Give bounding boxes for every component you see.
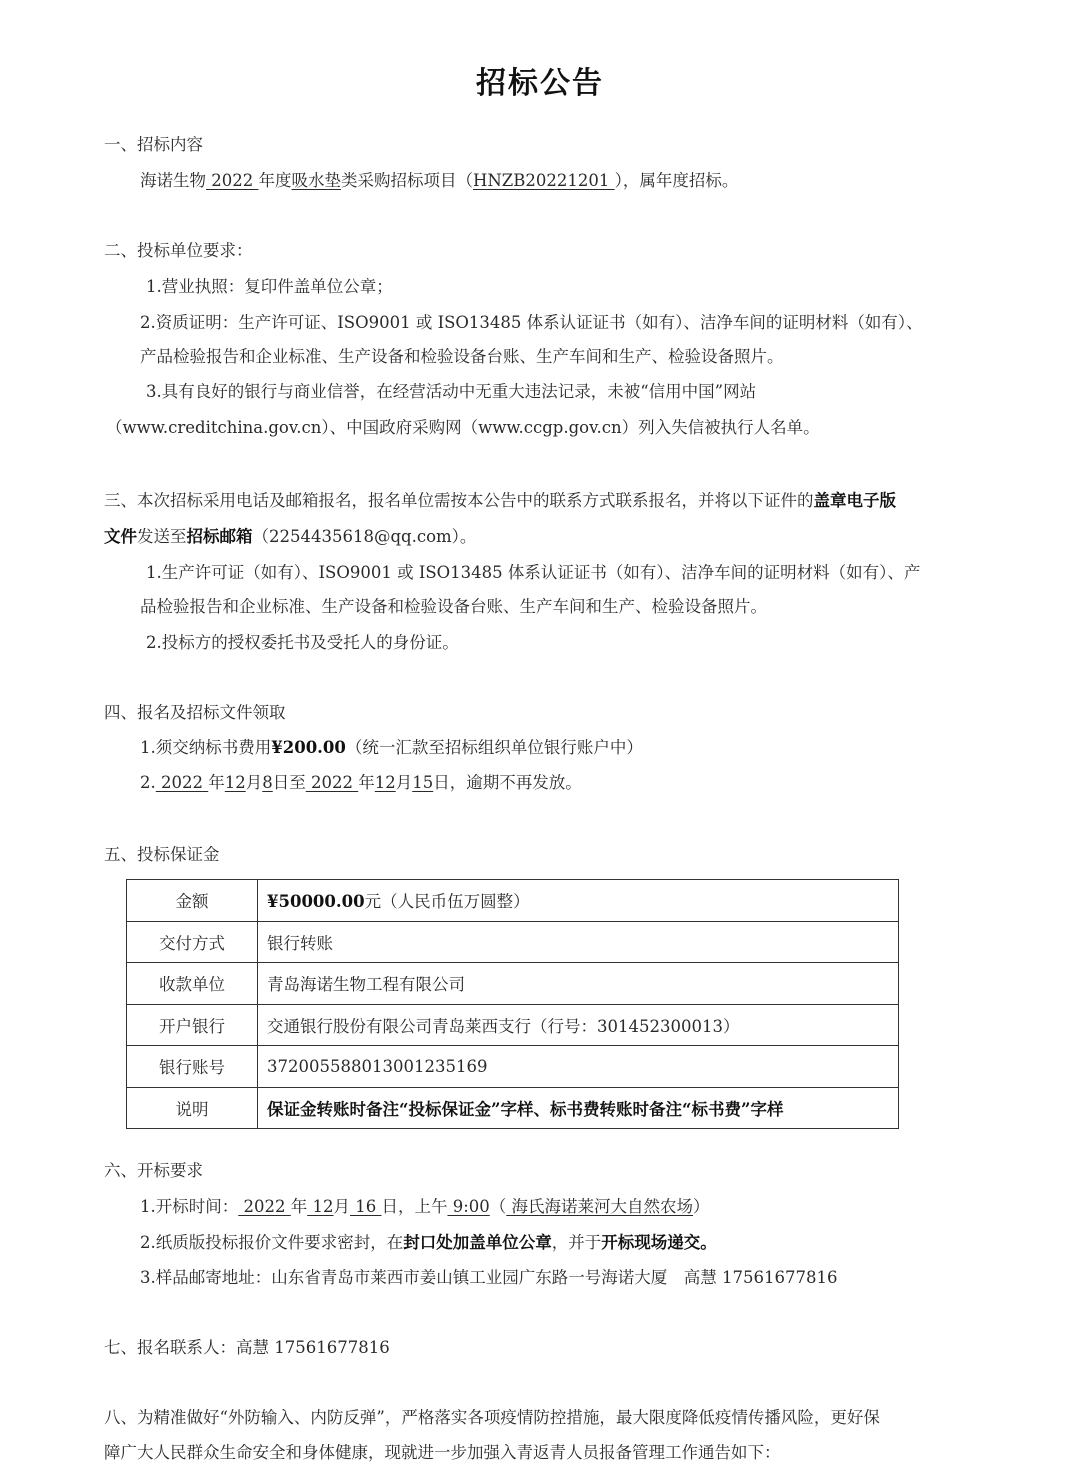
text-line <box>140 1232 717 1254</box>
row-value <box>258 963 899 1005</box>
text-line <box>140 346 784 368</box>
bold-text: 封口处加盖单位公章 <box>403 1233 552 1252</box>
text-line <box>104 1160 203 1182</box>
text-segment: 1.营业执照：复印件盖单位公章； <box>146 277 393 296</box>
underlined-field: 8 <box>262 773 273 792</box>
text-segment: ，并于 <box>551 1233 602 1252</box>
text-segment: 银行转账 <box>267 933 333 953</box>
row-label: 收款单位 <box>127 963 258 1005</box>
table-row <box>127 1046 899 1088</box>
text-segment: 1.须交纳标书费用 <box>140 738 272 757</box>
underlined-field: 海氏海诺莱河大自然农场 <box>506 1197 694 1216</box>
text-line <box>104 134 203 156</box>
text-segment: 七、报名联系人：高慧 17561677816 <box>104 1338 390 1357</box>
text-segment: 2.投标方的授权委托书及受托人的身份证。 <box>146 633 459 652</box>
text-segment: 交通银行股份有限公司青岛莱西支行（行号：301452300013） <box>267 1016 740 1036</box>
text-line <box>104 490 896 512</box>
row-value <box>258 880 899 922</box>
table-row <box>127 963 899 1005</box>
text-segment: 元（人民币伍万圆整） <box>364 892 530 912</box>
text-line <box>146 632 459 654</box>
bold-text: 保证金转账时备注“投标保证金”字样、标书费转账时备注“标书费”字样 <box>267 1099 784 1119</box>
table-row <box>127 921 899 963</box>
deposit-table <box>126 879 899 1129</box>
underlined-field: 2022 <box>305 773 359 792</box>
text-segment: 二、投标单位要求： <box>104 241 253 260</box>
text-line <box>146 276 393 298</box>
text-segment: （2254435618@qq.com）。 <box>252 527 477 546</box>
text-segment: 1.开标时间： <box>140 1197 239 1216</box>
text-segment: 3.样品邮寄地址：山东省青岛市莱西市姜山镇工业园广东路一号海诺大厦 高慧 17561677816 <box>140 1268 838 1287</box>
text-segment: 2. <box>140 773 156 792</box>
row-label: 开户银行 <box>127 1004 258 1046</box>
bold-text: 盖章电子版 <box>813 491 896 510</box>
text-line <box>140 1267 837 1289</box>
underlined-field: 2022 <box>155 773 209 792</box>
underlined-field: 12 <box>374 773 396 792</box>
text-line <box>106 417 820 439</box>
text-segment: 五、投标保证金 <box>104 845 220 864</box>
underlined-field: 12 <box>307 1197 334 1216</box>
text-segment: 月 <box>333 1197 350 1216</box>
bold-text: 文件 <box>104 527 137 546</box>
text-segment: 类采购招标项目（ <box>340 171 473 190</box>
text-segment: 年度 <box>258 171 292 190</box>
text-segment: 品检验报告和企业标准、生产设备和检验设备台账、生产车间和生产、检验设备照片。 <box>140 597 767 616</box>
text-line <box>104 1407 880 1429</box>
text-segment: ） <box>693 1197 710 1216</box>
row-value <box>258 1046 899 1088</box>
text-segment: 372005588013001235169 <box>267 1056 488 1076</box>
bold-text: 招标邮箱 <box>186 527 253 546</box>
text-segment: 月 <box>245 773 263 792</box>
text-segment: 障广大人民群众生命安全和身体健康，现就进一步加强入青返青人员报备管理工作通告如下： <box>104 1443 781 1462</box>
page-title: 招标公告 <box>476 66 604 101</box>
text-line <box>104 240 253 262</box>
text-segment: 日至 <box>272 773 306 792</box>
text-segment: 3.具有良好的银行与商业信誉，在经营活动中无重大违法记录，未被“信用中国”网站 <box>146 382 757 401</box>
text-segment: 2.纸质版投标报价文件要求密封，在 <box>140 1233 404 1252</box>
text-line <box>140 737 643 759</box>
text-line <box>140 772 582 794</box>
underlined-field: 16 <box>349 1197 382 1216</box>
text-line <box>104 1442 781 1464</box>
row-value <box>258 1004 899 1046</box>
text-line <box>104 526 476 548</box>
text-line <box>140 596 767 618</box>
row-label: 交付方式 <box>127 921 258 963</box>
row-value <box>258 1087 899 1129</box>
underlined-field: 12 <box>224 773 246 792</box>
text-segment: 四、报名及招标文件领取 <box>104 703 286 722</box>
text-segment: 八、为精准做好“外防输入、内防反弹”，严格落实各项疫情防控措施，最大限度降低疫情传播风险，更好保 <box>104 1408 880 1427</box>
underlined-field: HNZB20221201 <box>472 171 615 190</box>
text-segment: 月 <box>395 773 413 792</box>
text-segment: 海诺生物 <box>140 171 206 190</box>
text-segment: 年 <box>290 1197 308 1216</box>
text-segment: （www.creditchina.gov.cn）、中国政府采购网（www.ccgp.gov.cn）列入失信被执行人名单。 <box>106 418 820 437</box>
text-segment: 产品检验报告和企业标准、生产设备和检验设备台账、生产车间和生产、检验设备照片。 <box>140 347 784 366</box>
underlined-field: 吸水垫 <box>291 171 341 190</box>
bold-text: 开标现场递交。 <box>601 1233 717 1252</box>
text-line <box>140 170 738 192</box>
text-segment: 六、开标要求 <box>104 1161 203 1180</box>
text-segment: 发送至 <box>137 527 187 546</box>
text-segment: （ <box>489 1197 507 1216</box>
text-line <box>140 312 923 334</box>
row-label: 银行账号 <box>127 1046 258 1088</box>
text-line <box>146 562 920 584</box>
underlined-field: 2022 <box>206 171 259 190</box>
table-row <box>127 1087 899 1129</box>
text-line <box>146 381 756 403</box>
text-segment: （统一汇款至招标组织单位银行账户中） <box>345 738 643 757</box>
text-line <box>140 1196 710 1218</box>
underlined-field: 9:00 <box>447 1197 490 1216</box>
text-segment: 1.生产许可证（如有）、ISO9001 或 ISO13485 体系认证证书（如有）、洁净车间的证明材料（如有）、产 <box>146 563 921 582</box>
underlined-field: 2022 <box>238 1197 291 1216</box>
row-label: 金额 <box>127 880 258 922</box>
text-segment: 2.资质证明：生产许可证、ISO9001 或 ISO13485 体系认证证书（如有）、洁净车间的证明材料（如有）、 <box>140 313 923 332</box>
underlined-field: 15 <box>412 773 434 792</box>
text-segment: 青岛海诺生物工程有限公司 <box>267 975 465 995</box>
table-row <box>127 880 899 922</box>
table-row <box>127 1004 899 1046</box>
text-segment: ），属年度招标。 <box>614 171 739 190</box>
text-segment: 一、招标内容 <box>104 135 203 154</box>
text-segment: 年 <box>358 773 375 792</box>
text-segment: 年 <box>208 773 225 792</box>
text-segment: 日，逾期不再发放。 <box>433 773 582 792</box>
row-label: 说明 <box>127 1087 258 1129</box>
text-segment: 三、本次招标采用电话及邮箱报名，报名单位需按本公告中的联系方式联系报名，并将以下证件的 <box>104 491 814 510</box>
text-segment: 日，上午 <box>381 1197 448 1216</box>
bold-text: ¥200.00 <box>271 738 346 757</box>
text-line <box>104 702 286 724</box>
text-line <box>104 1337 390 1359</box>
text-line <box>104 844 220 866</box>
bold-text: ¥50000.00 <box>267 892 365 912</box>
row-value <box>258 921 899 963</box>
